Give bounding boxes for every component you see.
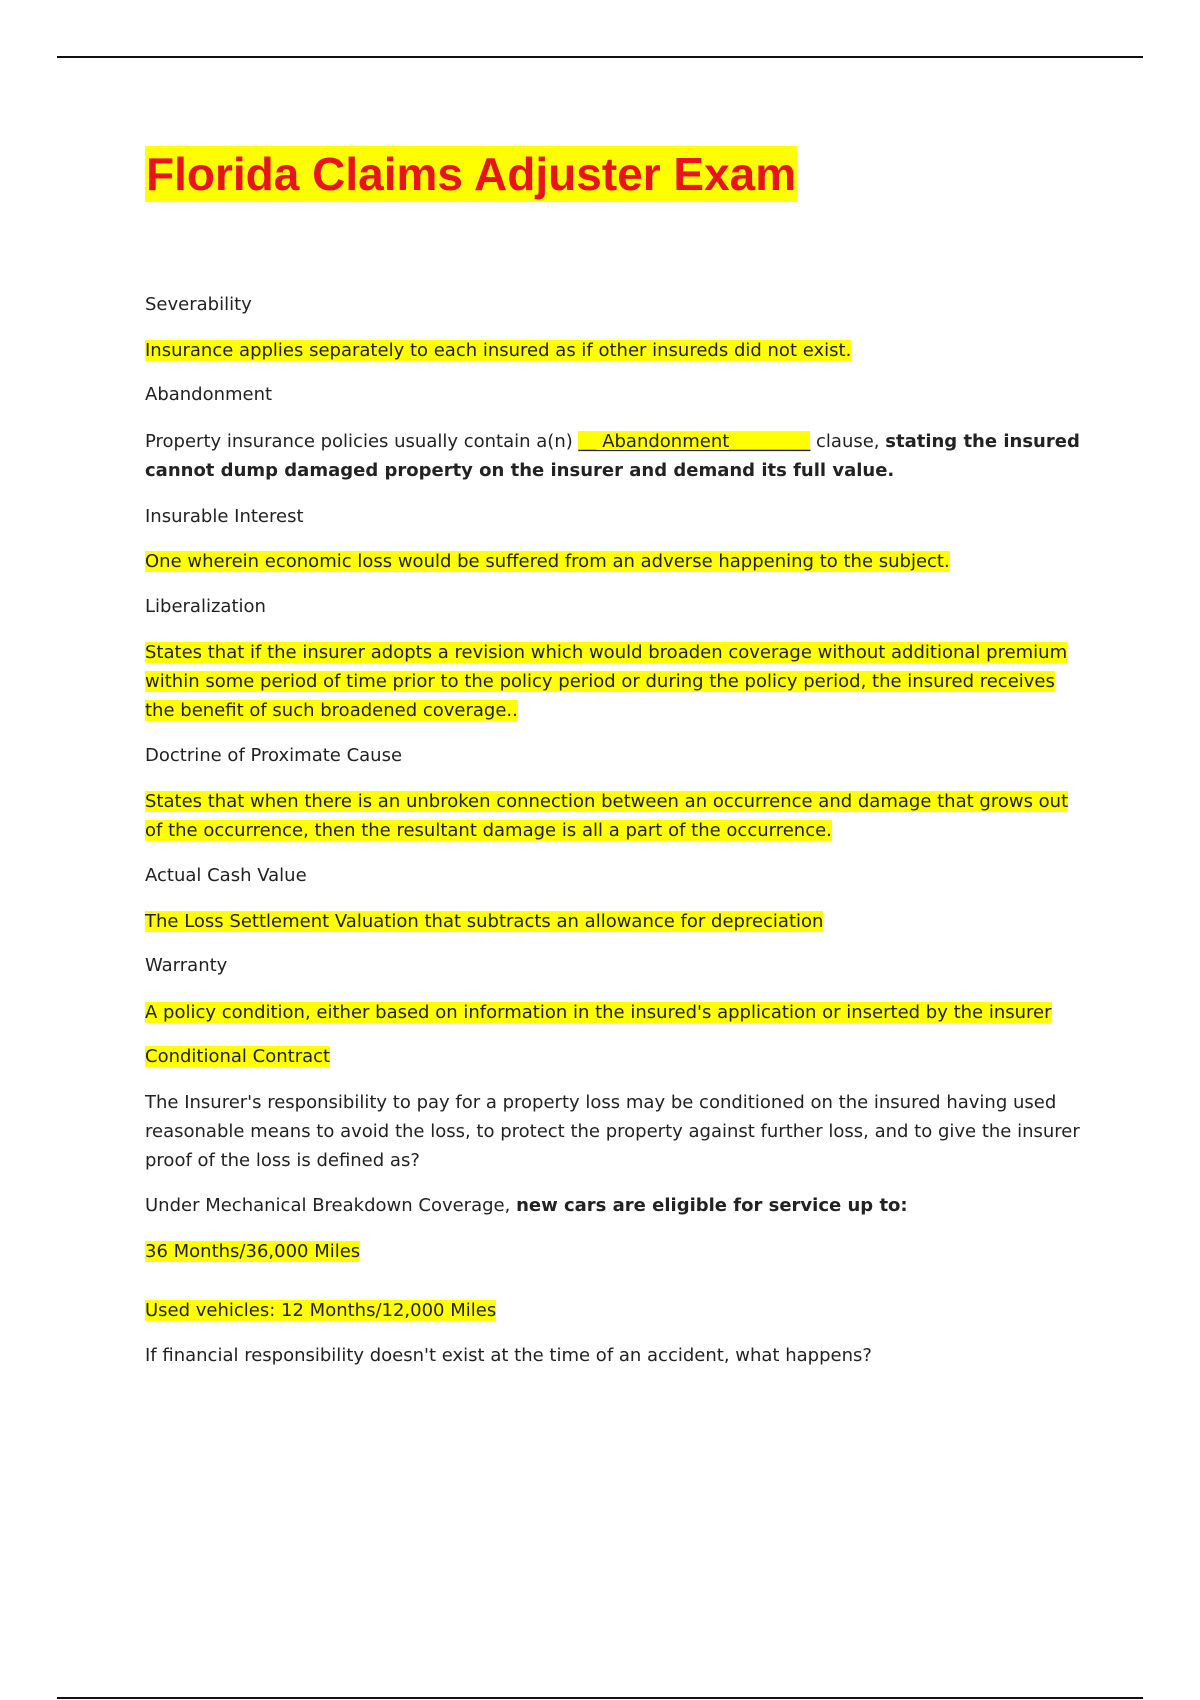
question-abandonment-line-2: cannot dump damaged property on the insurer and demand its full value. [145, 460, 895, 481]
answer-blank: __ Abandonment_________ [578, 431, 811, 452]
definition-severability [145, 336, 851, 365]
question-text: Property insurance policies usually contain a(n) [145, 431, 579, 452]
definition-actual-cash-value [145, 907, 823, 936]
document-title: Florida Claims Adjuster Exam [146, 148, 797, 200]
highlight: the benefit of such broadened coverage.. [145, 700, 518, 721]
bottom-rule [57, 1697, 1143, 1699]
highlight: of the occurrence, then the resultant damage is all a part of the occurrence. [145, 820, 832, 841]
answer-new-cars [145, 1237, 360, 1266]
highlight: States that if the insurer adopts a revision which would broaden coverage without additional premium [145, 642, 1068, 663]
definition-proximate-cause-line-1 [145, 787, 1068, 816]
definition-warranty [145, 998, 1052, 1027]
highlight: within some period of time prior to the policy period or during the policy period, the insured receives [145, 671, 1055, 692]
top-rule [57, 56, 1143, 58]
highlight: Used vehicles: 12 Months/12,000 Miles [145, 1300, 497, 1321]
question-text: clause, [810, 431, 886, 452]
definition-liberalization-line-1 [145, 638, 1067, 667]
highlight: The Loss Settlement Valuation that subtracts an allowance for depreciation [145, 911, 824, 932]
question-abandonment-line-1 [145, 427, 1080, 456]
term-warranty: Warranty [145, 955, 228, 976]
highlight: One wherein economic loss would be suffered from an adverse happening to the subject. [145, 551, 950, 572]
highlight: A policy condition, either based on information in the insured's application or inserted by the insurer [145, 1002, 1052, 1023]
answer-used-vehicles [145, 1296, 496, 1325]
definition-insurable-interest [145, 547, 950, 576]
highlight: Conditional Contract [145, 1046, 331, 1067]
question-mechanical-breakdown [145, 1191, 908, 1220]
highlight: States that when there is an unbroken connection between an occurrence and damage that grows out [145, 791, 1069, 812]
term-insurable-interest: Insurable Interest [145, 506, 304, 527]
definition-liberalization-line-2 [145, 667, 1055, 696]
highlight: Insurance applies separately to each insured as if other insureds did not exist. [145, 340, 852, 361]
term-actual-cash-value: Actual Cash Value [145, 865, 307, 886]
term-abandonment: Abandonment [145, 384, 273, 405]
term-severability: Severability [145, 294, 252, 315]
term-liberalization: Liberalization [145, 596, 266, 617]
bold-text: stating the insured [885, 431, 1080, 452]
question-financial-responsibility: If financial responsibility doesn't exist at the time of an accident, what happens? [145, 1345, 872, 1366]
question-text: Under Mechanical Breakdown Coverage, [145, 1195, 517, 1216]
question-conditional-contract-line-3: proof of the loss is defined as? [145, 1150, 420, 1171]
highlight: 36 Months/36,000 Miles [145, 1241, 361, 1262]
bold-text: new cars are eligible for service up to: [516, 1195, 908, 1216]
definition-liberalization-line-3 [145, 696, 518, 725]
term-proximate-cause: Doctrine of Proximate Cause [145, 745, 403, 766]
question-conditional-contract-line-1: The Insurer's responsibility to pay for a property loss may be conditioned on the insured having used [145, 1092, 1057, 1113]
definition-proximate-cause-line-2 [145, 816, 832, 845]
question-conditional-contract-line-2: reasonable means to avoid the loss, to protect the property against further loss, and to give the insurer [145, 1121, 1080, 1142]
term-conditional-contract [145, 1042, 330, 1071]
